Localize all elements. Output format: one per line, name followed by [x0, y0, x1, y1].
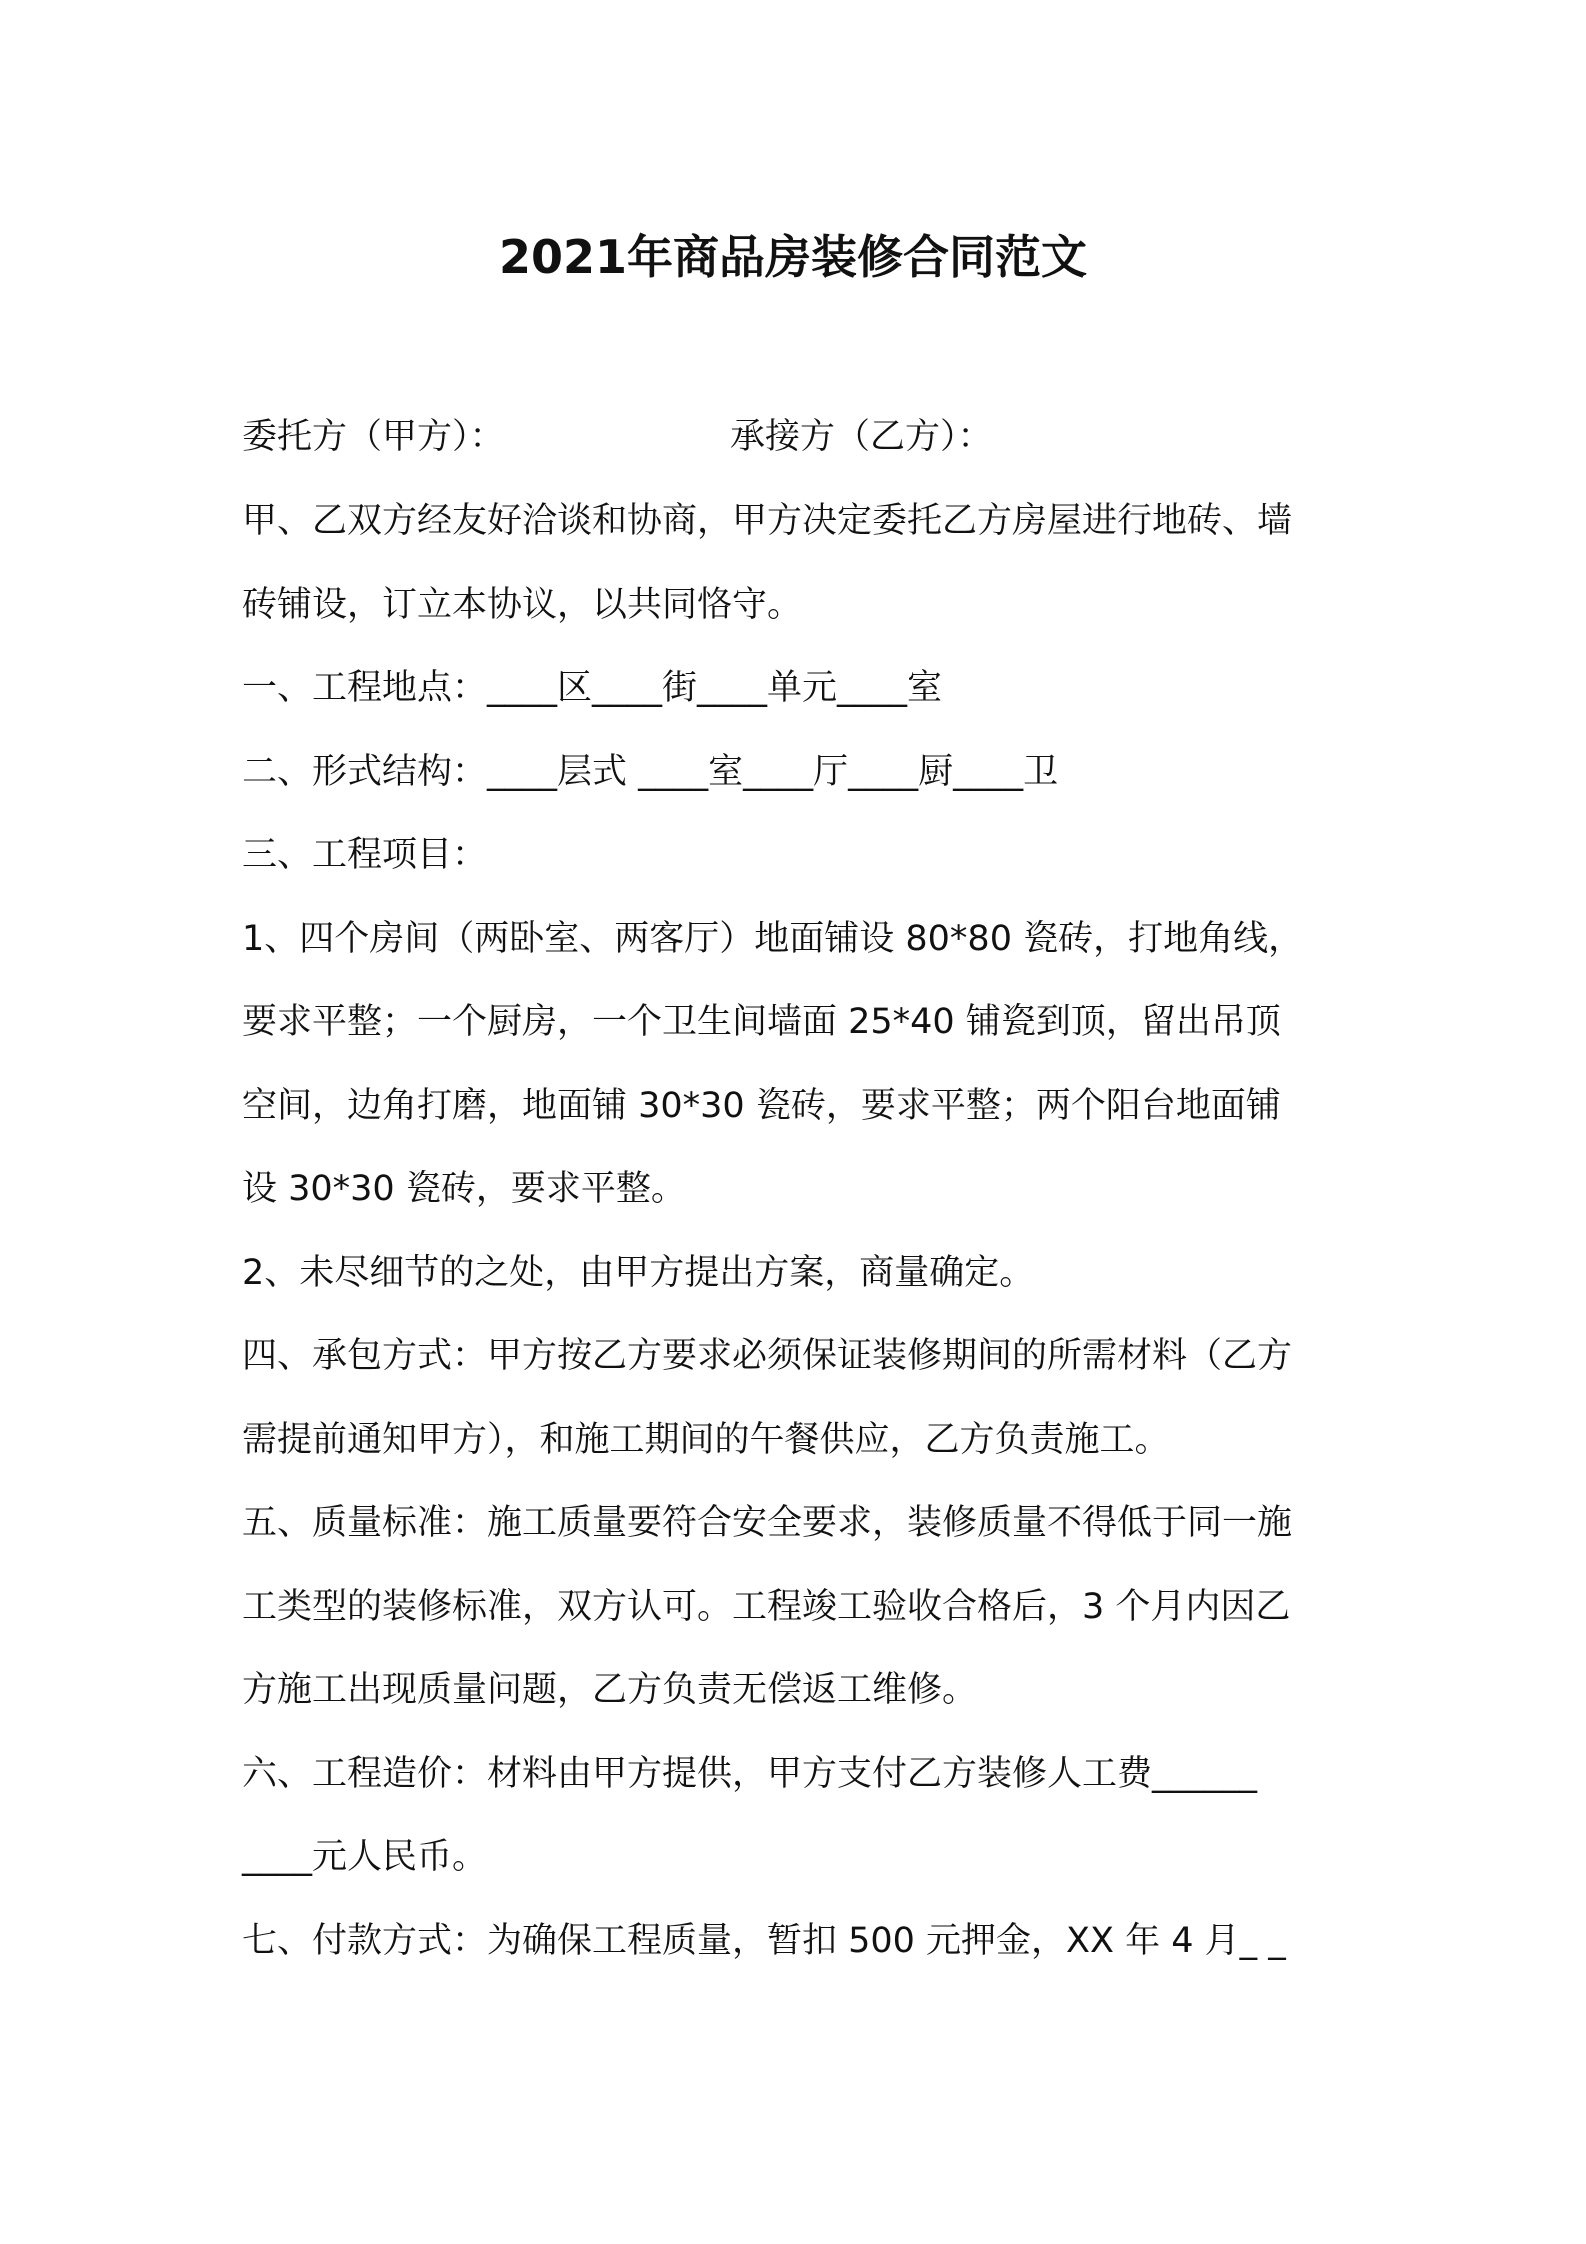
paragraph-line: 四、承包方式：甲方按乙方要求必须保证装修期间的所需材料（乙方	[242, 1336, 1293, 1376]
party-b-label: 承接方（乙方）：	[730, 417, 993, 457]
parties-line	[242, 412, 1352, 462]
paragraph-line: 砖铺设，订立本协议，以共同恪守。	[242, 585, 803, 625]
paragraph-line: 设 30*30 瓷砖，要求平整。	[242, 1169, 686, 1209]
paragraph-line: 空间，边角打磨，地面铺 30*30 瓷砖，要求平整；两个阳台地面铺	[242, 1086, 1281, 1126]
section-heading: 三、工程项目：	[242, 835, 488, 875]
paragraph-line: 工类型的装修标准，双方认可。工程竣工验收合格后，3 个月内因乙	[242, 1587, 1291, 1627]
paragraph-line: 二、形式结构：____层式 ____室____厅____厨____卫	[242, 752, 1059, 792]
paragraph-line: 甲、乙双方经友好洽谈和协商，甲方决定委托乙方房屋进行地砖、墙	[242, 501, 1293, 541]
paragraph-line: 2、未尽细节的之处，由甲方提出方案，商量确定。	[242, 1253, 1035, 1293]
paragraph-line: 需提前通知甲方），和施工期间的午餐供应，乙方负责施工。	[242, 1420, 1170, 1460]
paragraph-line: 1、四个房间（两卧室、两客厅）地面铺设 80*80 瓷砖，打地角线，	[242, 919, 1304, 959]
paragraph-line: 一、工程地点：____区____街____单元____室	[242, 668, 943, 708]
paragraph-line: 五、质量标准：施工质量要符合安全要求，装修质量不得低于同一施	[242, 1503, 1293, 1543]
document-title: 2021年商品房装修合同范文	[498, 230, 1088, 284]
paragraph-line: 方施工出现质量问题，乙方负责无偿返工维修。	[242, 1670, 978, 1710]
paragraph-line: 要求平整；一个厨房，一个卫生间墙面 25*40 铺瓷到顶，留出吊顶	[242, 1002, 1281, 1042]
paragraph-line: ____元人民币。	[242, 1837, 488, 1877]
paragraph-line: 七、付款方式：为确保工程质量，暂扣 500 元押金，XX 年 4 月_ _	[242, 1921, 1286, 1961]
paragraph-line: 六、工程造价：材料由甲方提供，甲方支付乙方装修人工费______	[242, 1754, 1258, 1794]
party-a-label: 委托方（甲方）：	[242, 417, 505, 457]
